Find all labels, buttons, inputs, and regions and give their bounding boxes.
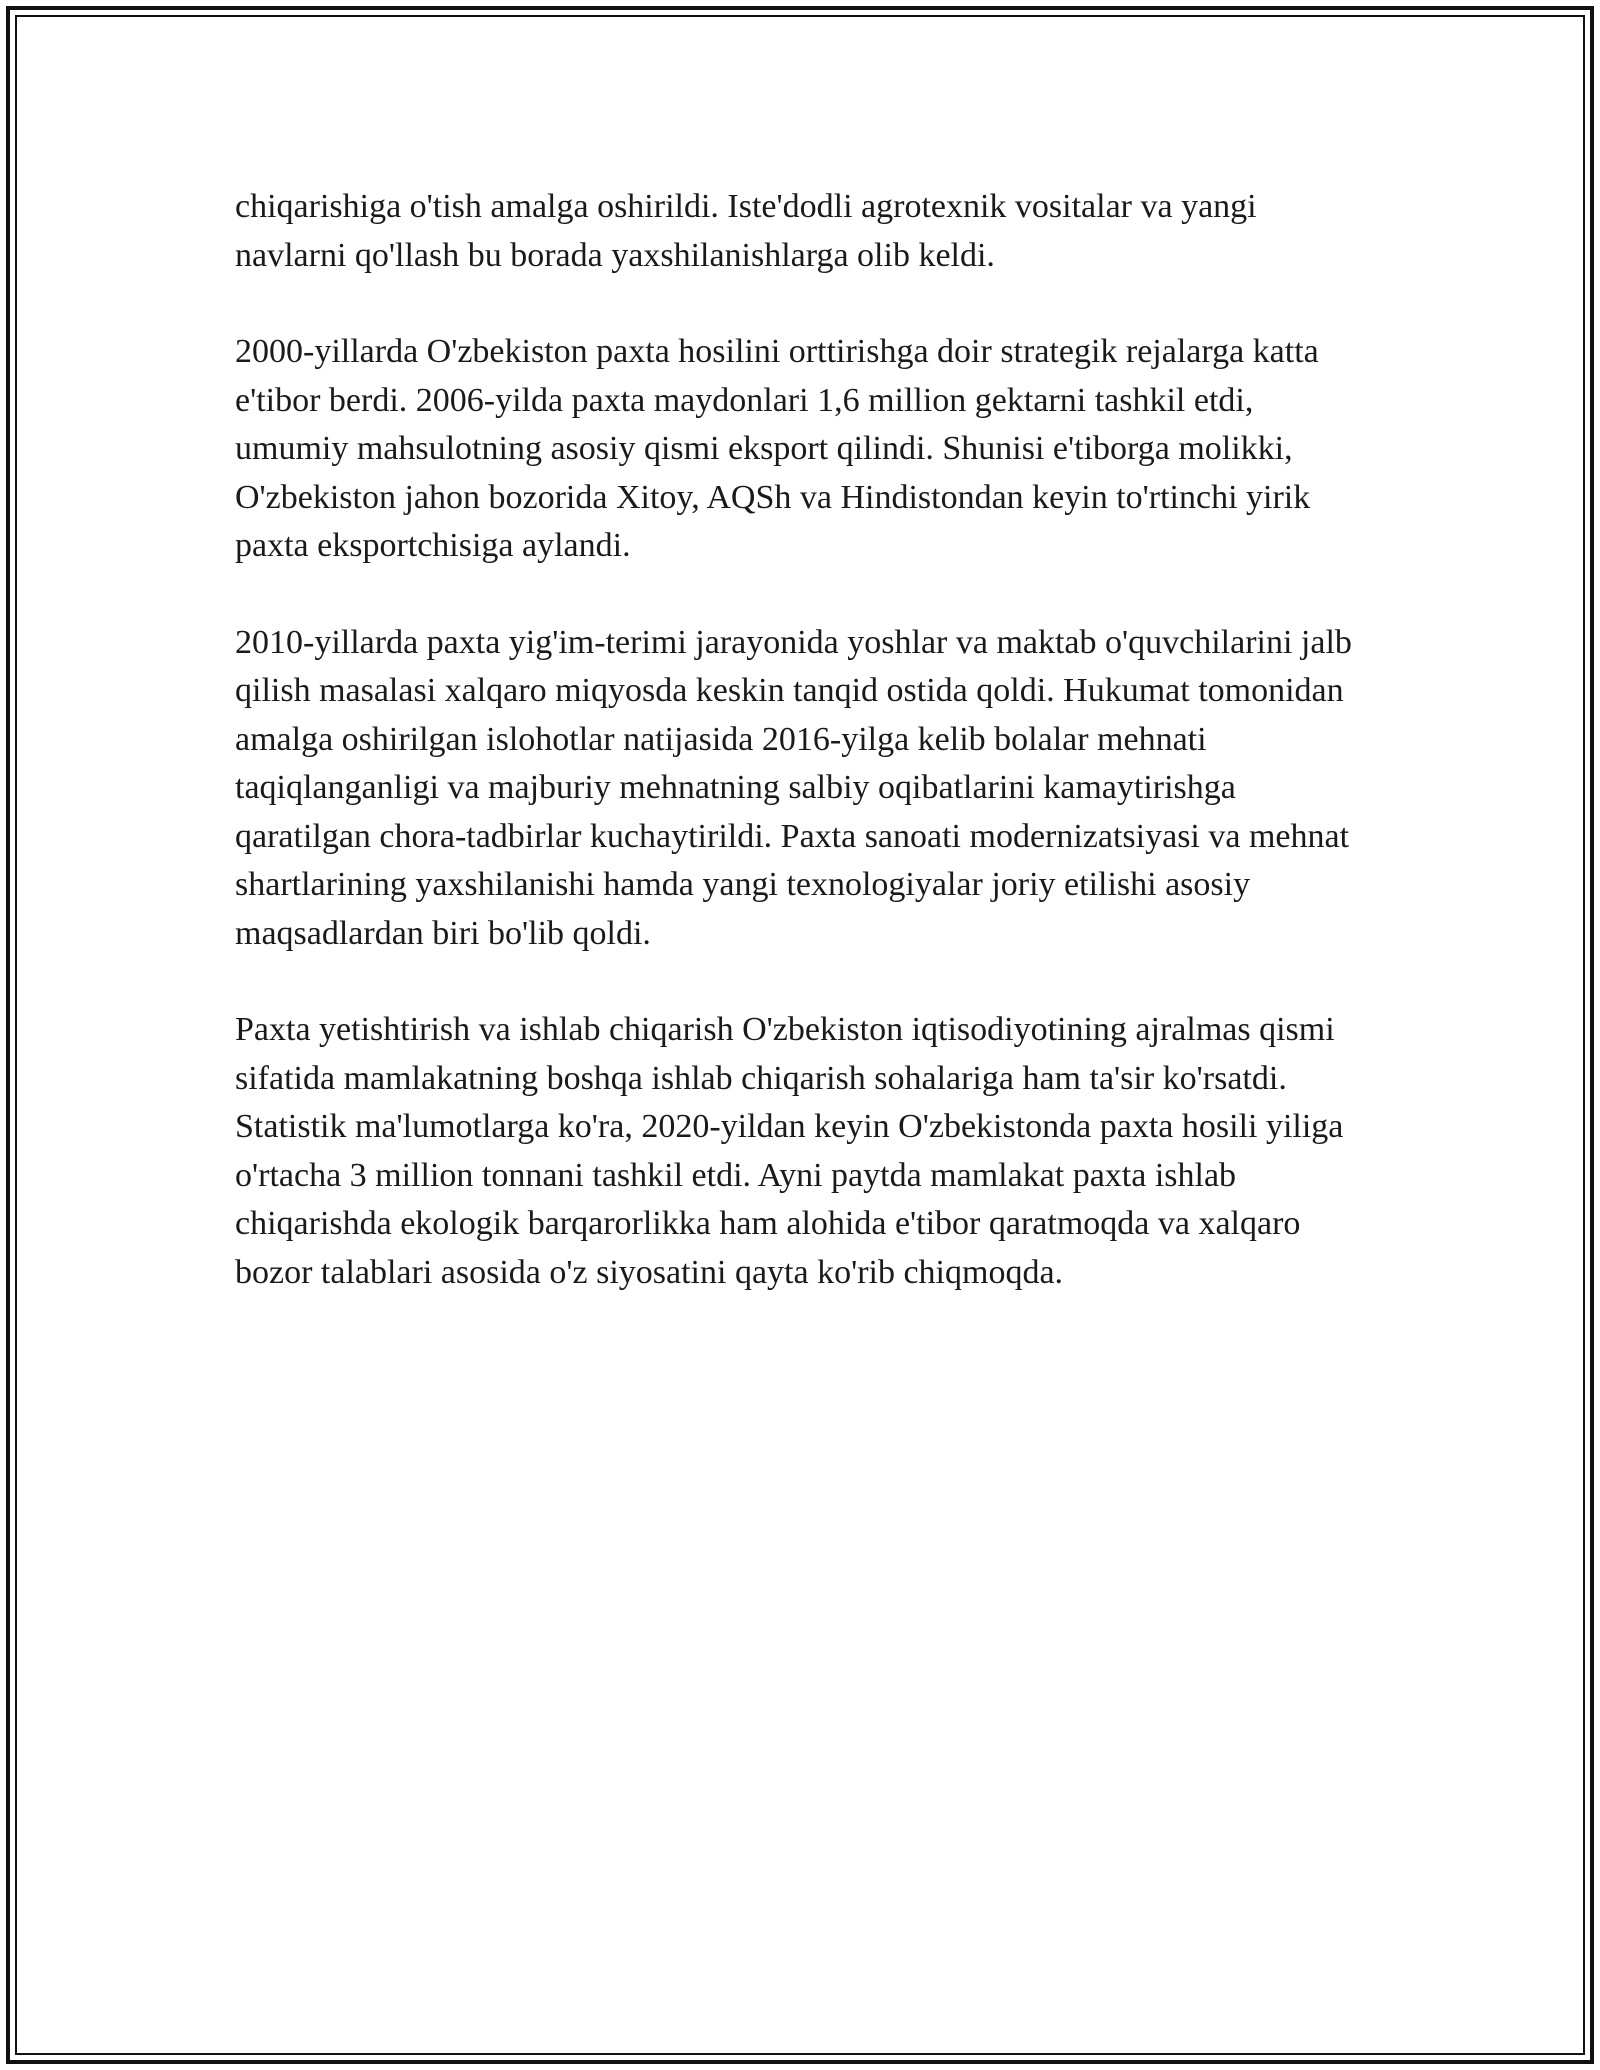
paragraph-3: 2010-yillarda paxta yig'im-terimi jarayonida yoshlar va maktab o'quvchilarini jalb qilish masalasi xalqaro miqyosda keskin tanqid ostida qoldi. Hukumat tomonidan amalga oshirilgan islohotlar natijasida 2016-yilga kelib bolalar mehnati taqiqlanganligi va majburiy mehnatning salbiy oqibatlarini kamaytirishga qaratilgan chora-tadbirlar kuchaytirildi. Paxta sanoati modernizatsiyasi va mehnat shartlarining yaxshilanishi hamda yangi texnologiyalar joriy etilishi asosiy maqsadlardan biri bo'lib qoldi. — [235, 623, 1352, 952]
paragraph-2: 2000-yillarda O'zbekiston paxta hosilini orttirishga doir strategik rejalarga katta e'tibor berdi. 2006-yilda paxta maydonlari 1,6 million gektarni tashkil etdi, umumiy mahsulotning asosiy qismi eksport qilindi. Shunisi e'tiborga molikki, O'zbekiston jahon bozorida Xitoy, AQSh va Hindistondan keyin to'rtinchi yirik paxta eksportchisiga aylandi. — [235, 333, 1319, 564]
paragraph-4: Paxta yetishtirish va ishlab chiqarish O'zbekiston iqtisodiyotining ajralmas qismi sifatida mamlakatning boshqa ishlab chiqarish sohalariga ham ta'sir ko'rsatdi. Statistik ma'lumotlarga ko'ra, 2020-yildan keyin O'zbekistonda paxta hosili yiliga o'rtacha 3 million tonnani tashkil etdi. Ayni paytda mamlakat paxta ishlab chiqarishda ekologik barqarorlikka ham alohida e'tibor qaratmoqda va xalqaro bozor talablari asosida o'z siyosatini qayta ko'rib chiqmoqda. — [235, 1011, 1344, 1291]
document-body — [235, 183, 1365, 1345]
paragraph-1: chiqarishiga o'tish amalga oshirildi. Iste'dodli agrotexnik vositalar va yangi navlarni qo'llash bu borada yaxshilanishlarga olib keldi. — [235, 188, 1257, 274]
